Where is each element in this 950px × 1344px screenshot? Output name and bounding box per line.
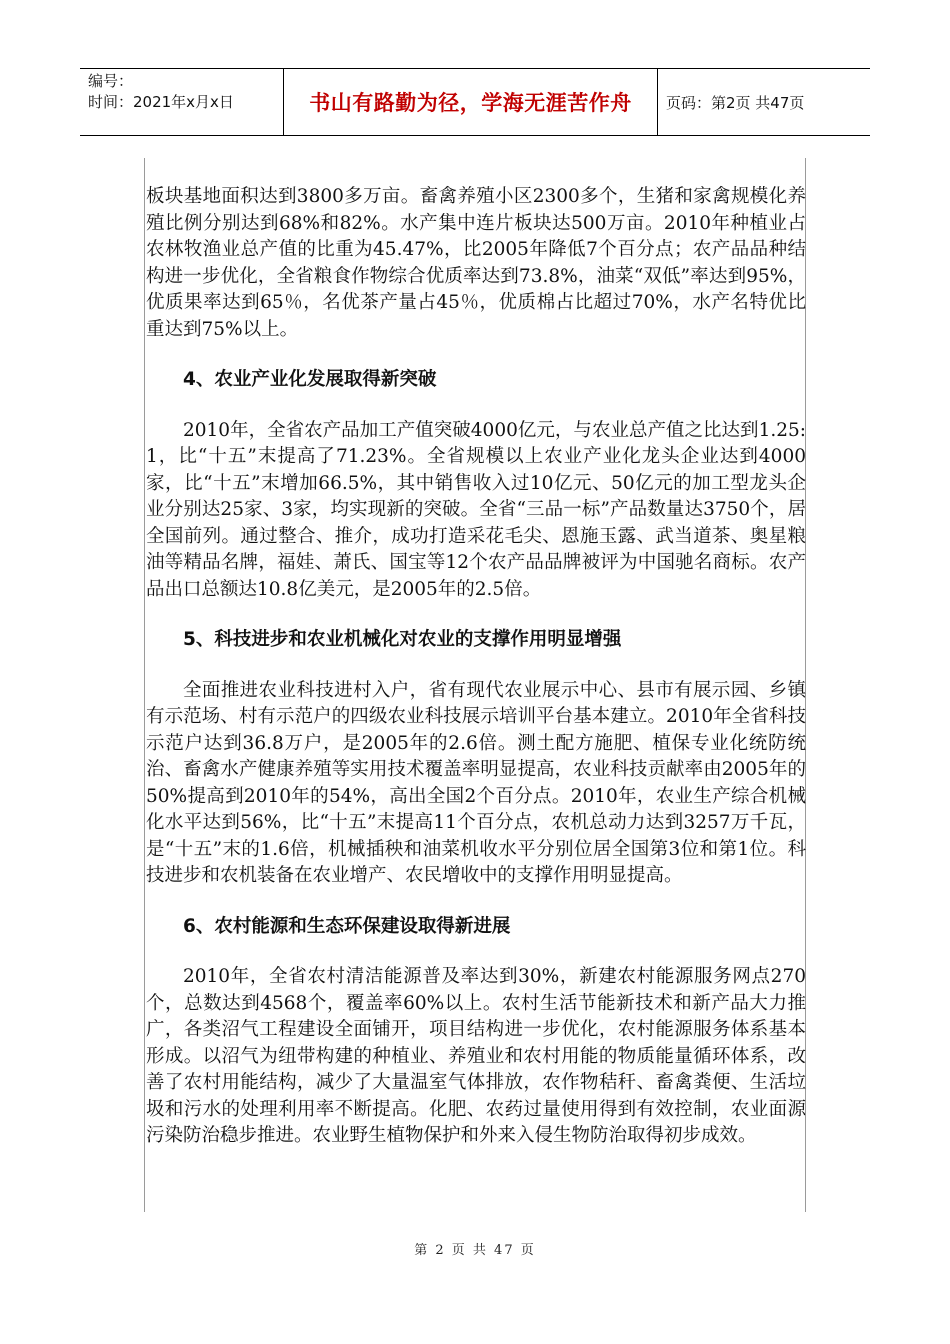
document-text: [146, 184, 806, 1150]
document-body: [144, 158, 806, 1212]
paragraph-section-5: 全面推进农业科技进村入户，省有现代农业展示中心、县市有展示园、乡镇有示范场、村有示范户的四级农业科技展示培训平台基本建立。2010年全省科技示范户达到36.8万户，是2005年的2.6倍。测土配方施肥、植保专业化统防统治、畜禽水产健康养殖等实用技术覆盖率明显提高，农业科技贡献率由2005年的50%提高到2010年的54%，高出全国2个百分点。2010年，农业生产综合机械化水平达到56%，比“十五”末提高11个百分点，农机总动力达到3257万千瓦，是“十五”末的1.6倍，机械插秧和油菜机收水平分别位居全国第3位和第1位。科技进步和农机装备在农业增产、农民增收中的支撑作用明显提高。: [146, 679, 806, 886]
paragraph-section-6: 2010年，全省农村清洁能源普及率达到30%，新建农村能源服务网点270个，总数达到4568个，覆盖率60%以上。农村生活节能新技术和新产品大力推广，各类沼气工程建设全面铺开，项目结构进一步优化，农村能源服务体系基本形成。以沼气为纽带构建的种植业、养殖业和农村用能的物质能量循环体系，改善了农村用能结构，减少了大量温室气体排放，农作物秸秆、畜禽粪便、生活垃圾和污水的处理利用率不断提高。化肥、农药过量使用得到有效控制，农业面源污染防治稳步推进。农业野生植物保护和外来入侵生物防治取得初步成效。: [146, 966, 806, 1146]
header-page-info: 页码：第2页 共47页: [666, 93, 805, 112]
section-heading-5: 5、科技进步和农业机械化对农业的支撑作用明显增强: [183, 629, 622, 650]
header-motto: 书山有路勤为径，学海无涯苦作舟: [284, 69, 658, 135]
document-number-label: 编号：: [88, 72, 134, 90]
section-heading-4: 4、农业产业化发展取得新突破: [183, 369, 437, 390]
paragraph-section-4: 2010年，全省农产品加工产值突破4000亿元，与农业总产值之比达到1.25:1，比“十五”末提高了71.23%。全省规模以上农业产业化龙头企业达到4000家，比“十五”末增加66.5%，其中销售收入过10亿元、50亿元的加工型龙头企业分别达25家、3家，均实现新的突破。全省“三品一标”产品数量达3750个，居全国前列。通过整合、推介，成功打造采花毛尖、恩施玉露、武当道茶、奥星粮油等精品名牌，福娃、萧氏、国宝等12个农产品品牌被评为中国驰名商标。农产品出口总额达10.8亿美元，是2005年的2.5倍。: [146, 419, 806, 600]
page-footer: 第 2 页 共 47 页: [414, 1243, 536, 1258]
header-meta: [80, 69, 284, 135]
document-time-label: 时间：2021年x月x日: [88, 93, 234, 111]
paragraph-continued: 板块基地面积达到3800多万亩。畜禽养殖小区2300多个，生猪和家禽规模化养殖比例分别达到68%和82%。水产集中连片板块达500万亩。2010年种植业占农林牧渔业总产值的比重为45.47%，比2005年降低7个百分点；农产品品种结构进一步优化，全省粮食作物综合优质率达到73.8%，油菜“双低”率达到95%，优质果率达到65％，名优茶产量占45％，优质棉占比超过70%，水产名特优比重达到75%以上。: [146, 186, 806, 340]
section-heading-6: 6、农村能源和生态环保建设取得新进展: [183, 915, 511, 937]
page-header: [80, 68, 870, 136]
